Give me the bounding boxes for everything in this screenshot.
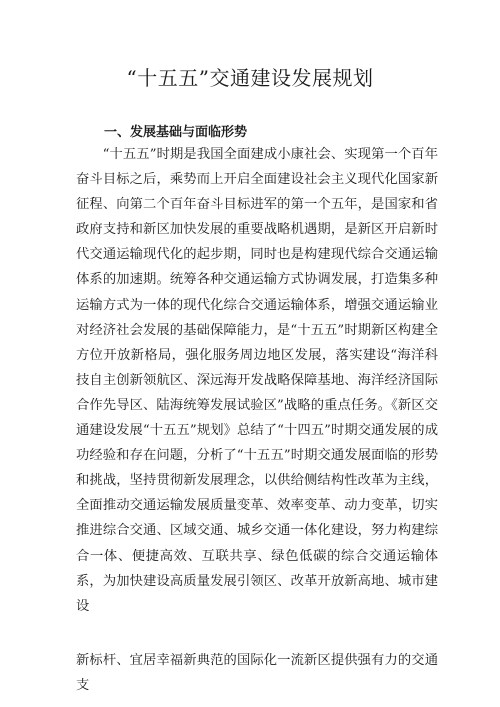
document-title: “十五五”交通建设发展规划 <box>126 66 374 90</box>
section-heading: 一、发展基础与面临形势 <box>104 125 248 140</box>
body-paragraph-continued: 新标杆、宜居幸福新典范的国际化一流新区提供强有力的交通支 <box>76 653 438 694</box>
body-paragraph: “十五五”时期是我国全面建成小康社会、实现第一个百年奋斗目标之后，乘势而上开启全面建设社会主义现代化国家新征程、向第二个百年奋斗目标进军的第一个五年，是国家和省政府支持和新区加快发展的重要战略机遇期，是新区开启新时代交通运输现代化的起步期，同时也是构建现代综合交通运输体系的加速期。统筹各种交通运输方式协调发展，打造集多种运输方式为一体的现代化综合交通运输体系，增强交通运输业对经济社会发展的基础保障能力，是“十五五”时期新区构建全方位开放新格局，强化服务周边地区发展，落实建设“海洋科技自主创新领航区、深远海开发战略保障基地、海洋经济国际合作先导区、陆海统筹发展试验区”战略的重点任务。《新区交通建设发展“十五五”规划》总结了“十四五”时期交通发展的成功经验和存在问题，分析了“十五五”时期交通发展面临的形势和挑战，坚持贯彻新发展理念，以供给侧结构性改革为主线，全面推动交通运输发展质量变革、效率变革、动力变革，切实推进综合交通、区域交通、城乡交通一体化建设，努力构建综合一体、便捷高效、互联共享、绿色低碳的综合交通运输体系，为加快建设高质量发展引领区、改革开放新高地、城市建设 <box>76 147 438 614</box>
